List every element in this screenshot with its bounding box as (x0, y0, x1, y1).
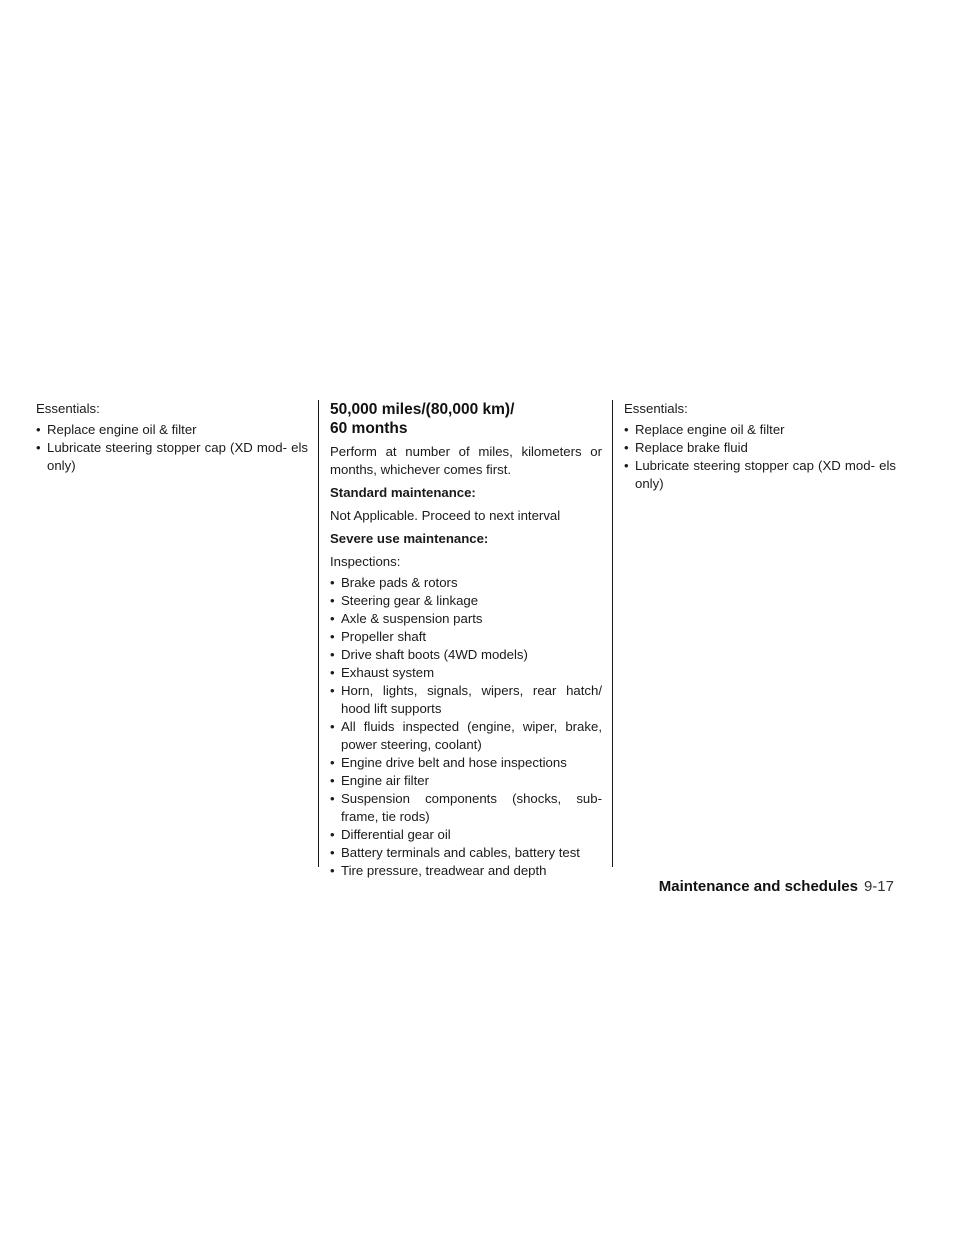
list-item: • Replace brake fluid (624, 440, 748, 455)
bullet-icon: • (624, 458, 629, 473)
list-item: • Replace engine oil & filter (36, 422, 197, 437)
bullet-icon: • (624, 440, 629, 455)
standard-maintenance-text: Not Applicable. Proceed to next interval (330, 508, 561, 523)
bullet-icon: • (36, 422, 41, 437)
bullet-icon: • (330, 575, 335, 590)
bullet-icon: • (330, 719, 335, 734)
bullet-icon: • (36, 440, 41, 455)
page-footer (659, 877, 894, 897)
inspections-heading: Inspections: (330, 554, 401, 569)
list-item: • Exhaust system (330, 665, 435, 680)
list-item: • Axle & suspension parts (330, 611, 483, 626)
column-left (36, 400, 308, 475)
page-number: 9-17 (863, 878, 894, 895)
column-right (624, 400, 896, 493)
list-item: • Battery terminals and cables, battery test (330, 845, 580, 860)
essentials-list (36, 421, 308, 475)
list-item: • Tire pressure, treadwear and depth (330, 863, 547, 878)
bullet-icon: • (330, 755, 335, 770)
column-middle (330, 400, 602, 880)
bullet-icon: • (330, 827, 335, 842)
essentials-list (624, 421, 896, 493)
list-item: • Lubricate steering stopper cap (XD mod- els only) (36, 440, 308, 473)
list-item: • Horn, lights, signals, wipers, rear hatch/ hood lift supports (330, 683, 602, 716)
bullet-icon: • (330, 665, 335, 680)
essentials-heading: Essentials: (36, 401, 100, 416)
severe-maintenance-heading: Severe use maintenance: (330, 531, 489, 546)
interval-intro: Perform at number of miles, kilometers or months, whichever comes first. (330, 444, 602, 477)
bullet-icon: • (330, 593, 335, 608)
list-item: • Steering gear & linkage (330, 593, 479, 608)
list-item: • Suspension components (shocks, sub- frame, tie rods) (330, 791, 602, 824)
bullet-icon: • (330, 773, 335, 788)
inspections-list (330, 574, 602, 880)
bullet-icon: • (330, 791, 335, 806)
bullet-icon: • (330, 629, 335, 644)
list-item: • Drive shaft boots (4WD models) (330, 647, 528, 662)
standard-maintenance-heading: Standard maintenance: (330, 485, 476, 500)
list-item: • Engine air filter (330, 773, 429, 788)
list-item: • Brake pads & rotors (330, 575, 458, 590)
column-divider-right (612, 400, 613, 867)
bullet-icon: • (330, 683, 335, 698)
bullet-icon: • (624, 422, 629, 437)
list-item: • Differential gear oil (330, 827, 451, 842)
bullet-icon: • (330, 647, 335, 662)
interval-title: 50,000 miles/(80,000 km)/ 60 months (330, 401, 515, 437)
list-item: • All fluids inspected (engine, wiper, brake, power steering, coolant) (330, 719, 602, 752)
list-item: • Engine drive belt and hose inspections (330, 755, 567, 770)
list-item: • Lubricate steering stopper cap (XD mod- els only) (624, 458, 896, 491)
column-divider-left (318, 400, 319, 867)
list-item: • Replace engine oil & filter (624, 422, 785, 437)
chapter-title: Maintenance and schedules (658, 878, 858, 895)
list-item: • Propeller shaft (330, 629, 427, 644)
bullet-icon: • (330, 863, 335, 878)
bullet-icon: • (330, 611, 335, 626)
bullet-icon: • (330, 845, 335, 860)
essentials-heading: Essentials: (624, 401, 688, 416)
